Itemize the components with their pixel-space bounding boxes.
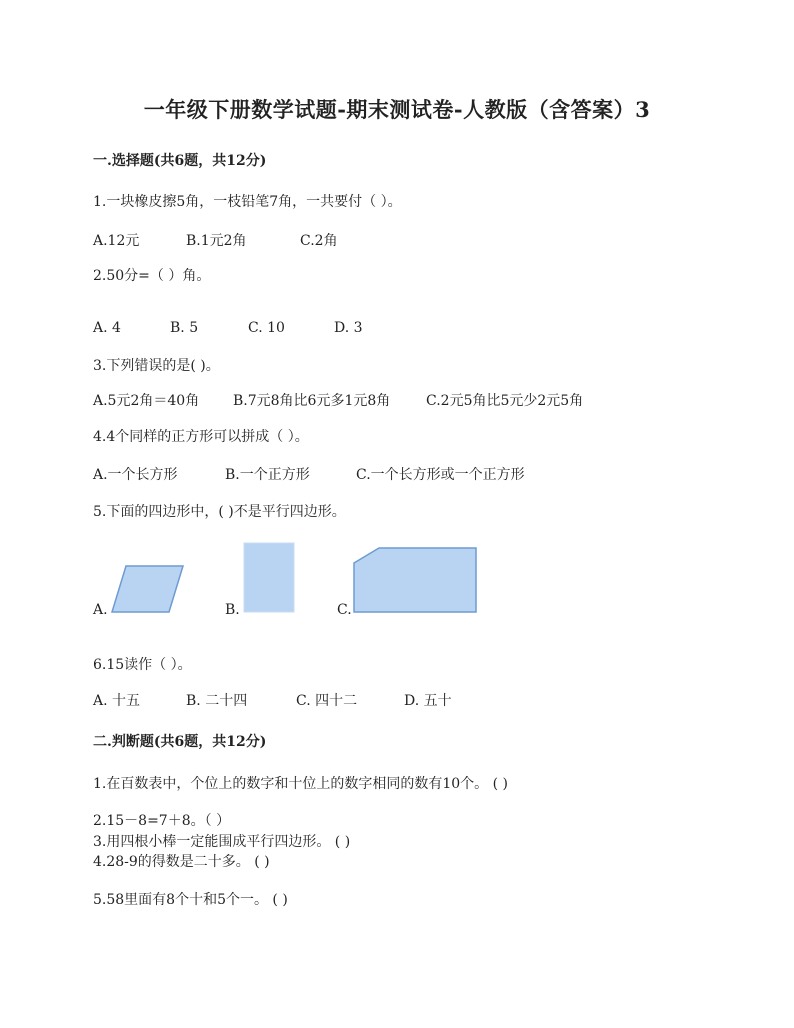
judge-3-text: 3.用四根小棒一定能围成平行四边形。 ( ) bbox=[93, 834, 351, 850]
q1-option-a: A.12元 bbox=[93, 233, 140, 249]
q6-option-d: D. 五十 bbox=[404, 693, 452, 709]
judge-4-text: 4.28-9的得数是二十多。 ( ) bbox=[93, 854, 270, 870]
q4-option-a: A.一个长方形 bbox=[93, 467, 178, 483]
q6-option-c: C. 四十二 bbox=[296, 693, 358, 709]
question-3-text: 3.下列错误的是( )。 bbox=[93, 358, 220, 374]
question-6-text: 6.15读作（ ）。 bbox=[93, 657, 192, 673]
question-1-text: 1.一块橡皮擦5角，一枝铅笔7角，一共要付（ ）。 bbox=[93, 194, 402, 210]
parallelogram-shape bbox=[110, 563, 185, 615]
q3-option-c: C.2元5角比5元少2元5角 bbox=[426, 393, 584, 409]
q4-option-b: B.一个正方形 bbox=[225, 467, 310, 483]
q1-option-c: C.2角 bbox=[300, 233, 338, 249]
judge-5-text: 5.58里面有8个十和5个一。 ( ) bbox=[93, 892, 288, 908]
question-2-text: 2.50分=（ ）角。 bbox=[93, 268, 211, 284]
q2-option-a: A. 4 bbox=[93, 320, 121, 336]
cut-corner-quadrilateral-shape bbox=[352, 546, 478, 614]
question-4-text: 4.4个同样的正方形可以拼成（ ）。 bbox=[93, 429, 309, 445]
q2-option-c: C. 10 bbox=[248, 320, 285, 336]
section-heading-judgement: 二.判断题(共6题，共12分) bbox=[93, 734, 267, 750]
q5-option-c: C. bbox=[337, 602, 352, 618]
q3-option-b: B.7元8角比6元多1元8角 bbox=[233, 393, 391, 409]
q6-option-a: A. 十五 bbox=[93, 693, 141, 709]
page-title: 一年级下册数学试题-期末测试卷-人教版（含答案）3 bbox=[143, 97, 651, 122]
judge-1-text: 1.在百数表中，个位上的数字和十位上的数字相同的数有10个。 ( ) bbox=[93, 776, 508, 792]
q5-option-a: A. bbox=[93, 602, 108, 618]
q2-option-b: B. 5 bbox=[170, 320, 199, 336]
q5-option-b: B. bbox=[225, 602, 240, 618]
q4-option-c: C.一个长方形或一个正方形 bbox=[356, 467, 525, 483]
q3-option-a: A.5元2角＝40角 bbox=[93, 393, 200, 409]
judge-2-text: 2.15－8=7＋8。（ ） bbox=[93, 813, 231, 829]
question-5-text: 5.下面的四边形中，( )不是平行四边形。 bbox=[93, 504, 346, 520]
section-heading-choice: 一.选择题(共6题，共12分) bbox=[93, 153, 267, 169]
q1-option-b: B.1元2角 bbox=[186, 233, 247, 249]
rectangle-shape bbox=[243, 542, 295, 614]
q6-option-b: B. 二十四 bbox=[186, 693, 248, 709]
q2-option-d: D. 3 bbox=[334, 320, 363, 336]
